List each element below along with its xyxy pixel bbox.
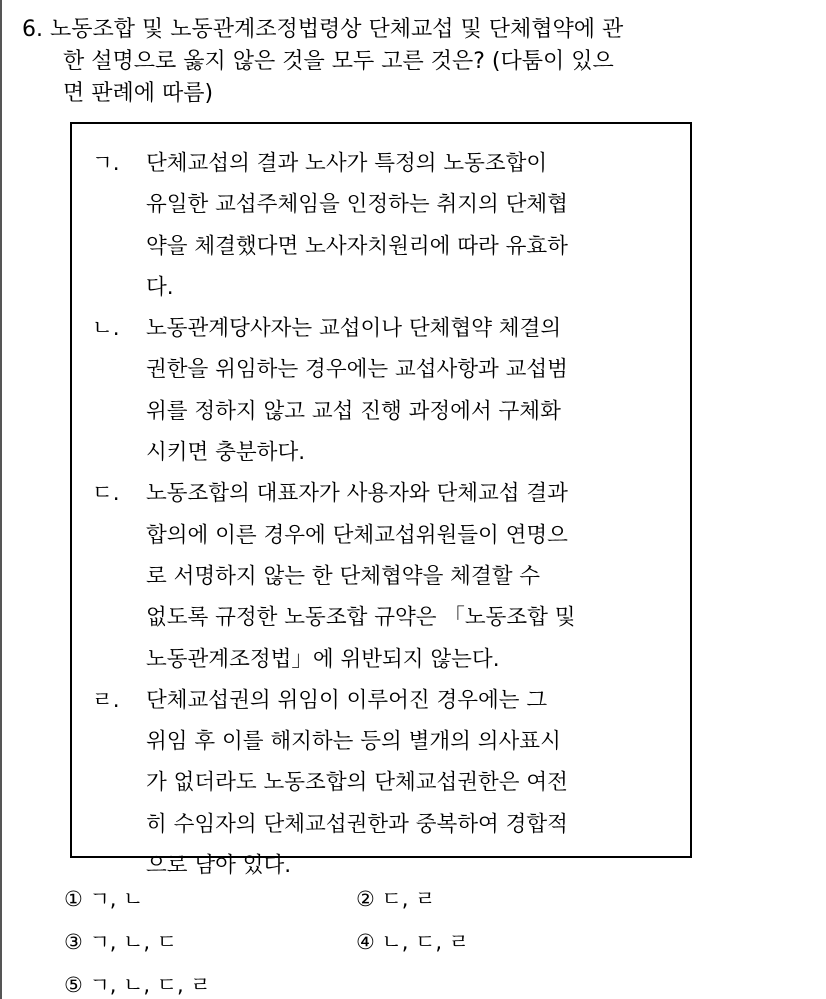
statement-line: 단체교섭권의 위임이 이루어진 경우에는 그 [146,687,548,713]
statement-line: 노동조합의 대표자가 사용자와 단체교섭 결과 [146,481,568,507]
statement-line: 위를 정하지 않고 교섭 진행 과정에서 구체화 [146,398,561,424]
statement-item-giyeok [72,143,690,308]
statement-line: 유일한 교섭주체임을 인정하는 취지의 단체협 [146,192,568,218]
statement-line: 노동관계당사자는 교섭이나 단체협약 체결의 [146,316,562,342]
statement-line: 약을 체결했다면 노사자치원리에 따라 유효하 [146,233,568,259]
option-4[interactable]: ④ ㄴ, ㄷ, ㄹ [356,930,470,954]
statement-item-nieun [72,308,690,473]
statement-item-digeut [72,473,690,679]
statement-item-rieul [72,680,690,886]
statement-line: 합의에 이른 경우에 단체교섭위원들이 연명으 [146,522,568,548]
statement-line: 히 수임자의 단체교섭권한과 중복하여 경합적 [146,811,568,837]
page-margin-rule [0,0,2,999]
option-5[interactable]: ⑤ ㄱ, ㄴ, ㄷ, ㄹ [64,973,211,997]
statement-line: 노동관계조정법」에 위반되지 않는다. [146,646,500,672]
statement-line: 시키면 충분하다. [146,440,306,466]
statement-line: 권한을 위임하는 경우에는 교섭사항과 교섭범 [146,357,568,383]
statement-line: 단체교섭의 결과 노사가 특정의 노동조합이 [146,151,548,176]
statement-line: 위임 후 이를 해지하는 등의 별개의 의사표시 [146,729,561,755]
option-2[interactable]: ② ㄷ, ㄹ [356,887,436,911]
option-1[interactable]: ① ㄱ, ㄴ [64,887,144,911]
statement-marker: ㄱ. [92,151,120,176]
option-3[interactable]: ③ ㄱ, ㄴ, ㄷ [64,930,178,954]
statement-line: 다. [146,274,174,300]
statement-marker: ㄹ. [92,687,120,713]
question-line: 한 설명으로 옳지 않은 것을 모두 고른 것은? (다툼이 있으 [63,49,614,74]
question-line: 면 판례에 따름) [63,81,214,106]
statements-box [70,122,692,879]
question-stem [22,14,812,110]
question-line: 6. 노동조합 및 노동관계조정법령상 단체교섭 및 단체협약에 관 [22,17,624,42]
statement-line: 으로 남아 있다. [146,853,292,879]
statement-line: 없도록 규정한 노동조합 규약은 「노동조합 및 [146,605,576,631]
statement-marker: ㄷ. [92,481,120,507]
statement-marker: ㄴ. [92,316,120,342]
statement-line: 로 서명하지 않는 한 단체협약을 체결할 수 [146,563,541,589]
statement-line: 가 없더라도 노동조합의 단체교섭권한은 여전 [146,770,568,796]
